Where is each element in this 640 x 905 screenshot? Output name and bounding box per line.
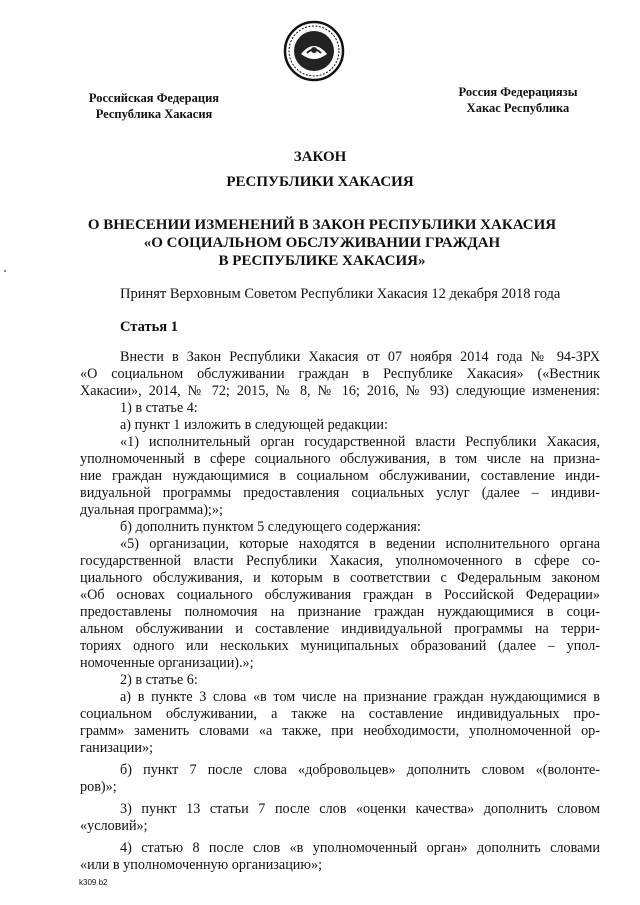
header-right-line1: Россия Федерациязы bbox=[458, 85, 578, 99]
law-subtitle bbox=[80, 216, 564, 270]
subtitle-line3: В РЕСПУБЛИКЕ ХАКАСИЯ» bbox=[218, 253, 426, 269]
footer-code: k309 b2 bbox=[79, 878, 108, 887]
body-line: дуальная программа);»; bbox=[80, 502, 223, 518]
body-line: «или в уполномоченную организацию»; bbox=[80, 857, 323, 873]
document-type-title: ЗАКОН bbox=[293, 149, 347, 165]
body-line: предоставлены полномочия на признание граждан нуждающимися в соци- bbox=[80, 604, 600, 620]
header-left-line1: Российская Федерация bbox=[88, 91, 220, 105]
body-line: 4) статью 8 после слов «в уполномоченный орган» дополнить словами bbox=[120, 840, 600, 856]
header-left bbox=[68, 90, 240, 122]
scan-artifact bbox=[4, 270, 6, 272]
header-left-line2: Республика Хакасия bbox=[95, 107, 213, 121]
body-line: ние граждан нуждающимися в социальном обслуживании, составление инди- bbox=[80, 468, 600, 484]
body-line: Внести в Закон Республики Хакасия от 07 ноября 2014 года № 94-ЗРХ bbox=[120, 349, 600, 365]
body-line: циального обслуживания, и которым в соответствии с Федеральным законом bbox=[80, 570, 600, 586]
body-line: ториях одного или нескольких муниципальных образований (далее – упол- bbox=[80, 638, 600, 654]
body-line: ганизации»; bbox=[80, 740, 154, 756]
adoption-statement: Принят Верховным Советом Республики Хакасия 12 декабря 2018 года bbox=[120, 286, 561, 302]
subtitle-line2: «О СОЦИАЛЬНОМ ОБСЛУЖИВАНИИ ГРАЖДАН bbox=[143, 235, 501, 251]
body-line: б) дополнить пунктом 5 следующего содержания: bbox=[120, 519, 421, 535]
body-line: грамм» заменить словами «а также, при необходимости, уполномоченной ор- bbox=[80, 723, 600, 739]
header-right bbox=[432, 84, 604, 116]
article-heading: Статья 1 bbox=[120, 319, 178, 335]
body-line: номоченные организации).»; bbox=[80, 655, 254, 671]
header-right-line2: Хакас Республика bbox=[466, 101, 570, 115]
body-line: «5) организации, которые находятся в ведении исполнительного органа bbox=[120, 536, 600, 552]
body-line: «условий»; bbox=[80, 818, 148, 834]
body-line: «О социальном обслуживании граждан в Республике Хакасия» («Вестник bbox=[80, 366, 600, 382]
body-line: 2) в статье 6: bbox=[120, 672, 198, 688]
body-line: Хакасии», 2014, № 72; 2015, № 8, № 16; 2016, № 93) следующие изменения: bbox=[80, 383, 600, 399]
body-line: а) пункт 1 изложить в следующей редакции: bbox=[120, 417, 388, 433]
body-line: 1) в статье 4: bbox=[120, 400, 198, 416]
body-line: ров)»; bbox=[80, 779, 117, 795]
document-issuer-title: РЕСПУБЛИКИ ХАКАСИЯ bbox=[226, 174, 414, 190]
body-line: социальном обслуживании, а также на составление индивидуальных про- bbox=[80, 706, 600, 722]
body-line: видуальной программы предоставления социальных услуг (далее – индиви- bbox=[80, 485, 600, 501]
body-line: государственной власти Республики Хакасия, уполномоченного в сфере со- bbox=[80, 553, 600, 569]
body-line: альном обслуживании и составление индивидуальной программы на терри- bbox=[80, 621, 600, 637]
body-line: б) пункт 7 после слова «добровольцев» дополнить словом «(волонте- bbox=[120, 762, 600, 778]
body-line: «1) исполнительный орган государственной власти Республики Хакасия, bbox=[120, 434, 600, 450]
body-line: а) в пункте 3 слова «в том числе на признание граждан нуждающимися в bbox=[120, 689, 600, 705]
body-line: уполномоченный в сфере социального обслуживания, в том числе на призна- bbox=[80, 451, 600, 467]
body-line: «Об основах социального обслуживания граждан в Российской Федерации» bbox=[80, 587, 600, 603]
subtitle-line1: О ВНЕСЕНИИ ИЗМЕНЕНИЙ В ЗАКОН РЕСПУБЛИКИ ХАКАСИЯ bbox=[87, 217, 557, 233]
coat-of-arms-khakassia-icon bbox=[283, 20, 345, 82]
body-line: 3) пункт 13 статьи 7 после слов «оценки качества» дополнить словом bbox=[120, 801, 600, 817]
